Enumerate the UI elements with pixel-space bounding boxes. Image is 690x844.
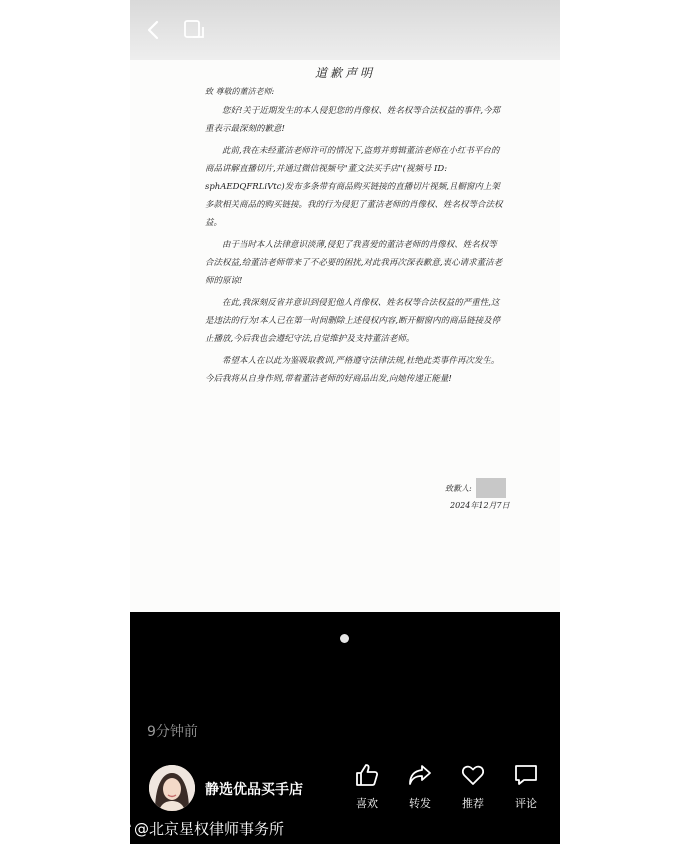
watermark [110, 818, 284, 839]
comment-icon [513, 762, 539, 788]
letter-salutation: 致 尊敬的董洁老师: [205, 87, 275, 96]
watermark-text: @北京星权律师事务所 [134, 820, 285, 838]
avatar[interactable] [149, 765, 195, 811]
letter-paragraph: 此前,我在未经董洁老师许可的情况下,盗剪并剪辑董洁老师在小红书平台的商品讲解直播切片,并通过微信视频号"董文法买手店"(视频号 ID: sphAEDQFRLiVtc)发布多条带有商品购买链接的直播切片视频,且橱窗内上架多款相关商品的购买链接。我的行为侵犯了董洁老师的肖像权、姓名权等合法权益。 [205, 146, 503, 228]
letter-title: 道歉声明 [314, 66, 375, 80]
comment-button[interactable] [506, 762, 546, 811]
weibo-logo-icon [110, 820, 132, 838]
like-button[interactable] [347, 762, 387, 811]
recommend-label: 推荐 [462, 797, 484, 810]
share-label: 转发 [409, 797, 431, 810]
top-bar [130, 0, 560, 60]
shop-name[interactable]: 静选优品买手店 [205, 782, 303, 798]
avatar-portrait-icon [149, 765, 195, 811]
share-icon [407, 762, 433, 788]
letter-date: 2024年12月7日 [450, 501, 510, 510]
signature-label: 致歉人: [445, 483, 472, 493]
apology-letter-image[interactable] [130, 60, 560, 612]
page-indicator-dot [340, 634, 349, 643]
redacted-name [476, 478, 506, 498]
letter-paragraph: 希望本人在以此为鉴吸取教训,严格遵守法律法规,杜绝此类事件再次发生。今后我将从自身作则,带着董洁老师的好商品出发,向她传递正能量! [205, 356, 500, 384]
letter-paragraph: 由于当时本人法律意识淡薄,侵犯了我喜爱的董洁老师的肖像权、姓名权等合法权益,给董洁老师带来了不必要的困扰,对此我再次深表歉意,衷心请求董洁老师的原谅! [205, 240, 503, 286]
letter-paragraph: 您好!关于近期发生的本人侵犯您的肖像权、姓名权等合法权益的事件,今郑重表示最深刻的歉意! [205, 106, 501, 134]
like-label: 喜欢 [356, 797, 378, 810]
back-arrow-icon[interactable] [140, 16, 168, 44]
note-icon[interactable] [182, 18, 206, 42]
comment-label: 评论 [515, 797, 537, 810]
letter-paragraph: 在此,我深刻反省并意识到侵犯他人肖像权、姓名权等合法权益的严重性,这是违法的行为!本人已在第一时间删除上述侵权内容,断开橱窗内的商品链接及停止播放,今后我也会遵纪守法,自觉维护及支持董洁老师。 [205, 298, 501, 344]
heart-icon [460, 762, 486, 788]
share-button[interactable] [400, 762, 440, 811]
thumbs-up-icon [354, 762, 380, 788]
post-time: 9分钟前 [147, 724, 198, 740]
signature [445, 478, 506, 498]
post-viewer [130, 0, 560, 844]
recommend-button[interactable] [453, 762, 493, 811]
letter-body [205, 102, 505, 392]
